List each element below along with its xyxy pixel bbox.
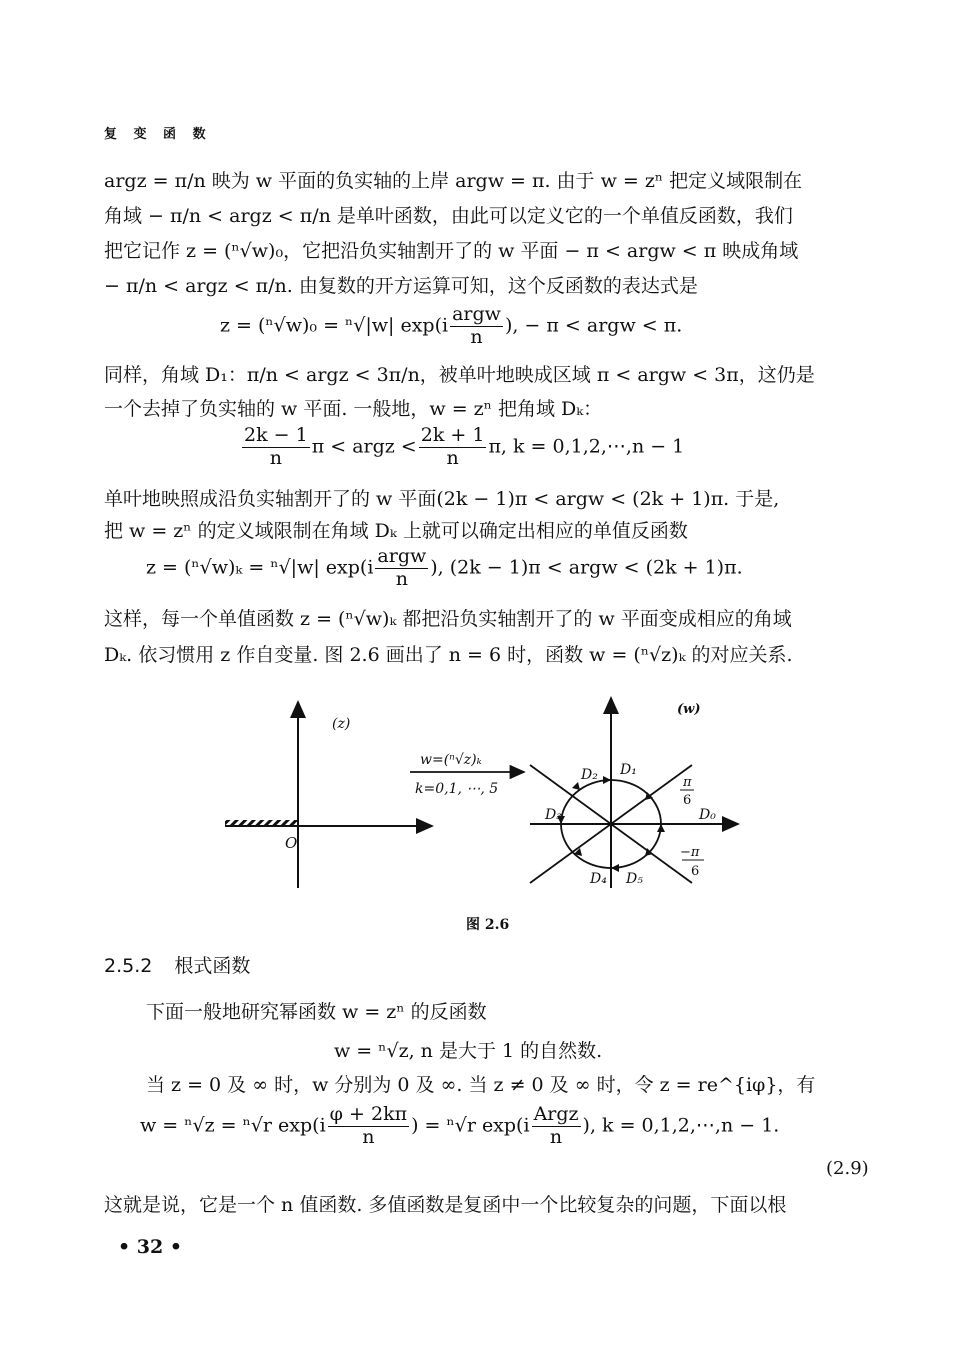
equation: w = ⁿ√z, n 是大于 1 的自然数.	[334, 1040, 603, 1062]
region-label-d2: D₂	[581, 767, 598, 783]
region-label-d5: D₅	[626, 871, 643, 887]
text-line: 这就是说，它是一个 n 值函数. 多值函数是复函中一个比较复杂的问题，下面以根	[104, 1194, 787, 1216]
angle-bot-num: −π	[680, 845, 700, 860]
text-line: 同样，角域 D₁：π/n < argz < 3π/n，被单叶地映成区域 π < argw < 3π，这仍是	[104, 364, 815, 386]
text-line: 一个去掉了负实轴的 w 平面. 一般地，w = zⁿ 把角域 Dₖ：	[104, 398, 603, 420]
equation: w = ⁿ√z = ⁿ√r exp(i $\frac{\varphi + 2k\pi}{n}$ ) = ⁿ√r exp(i $\frac{\text{Argz}}{n}$ ), k = 0,1,2,⋯,n − 1.	[140, 1103, 780, 1148]
text-line: 下面一般地研究幂函数 w = zⁿ 的反函数	[146, 1001, 487, 1023]
text-line: argz = π/n 映为 w 平面的负实轴的上岸 argw = π. 由于 w = zⁿ 把定义域限制在	[104, 170, 803, 192]
region-label-d0: D₀	[699, 807, 716, 823]
text-line: 角域 − π/n < argz < π/n 是单叶函数，由此可以定义它的一个单值反函数，我们	[104, 205, 793, 227]
text-line: − π/n < argz < π/n. 由复数的开方运算可知，这个反函数的表达式是	[104, 275, 698, 297]
region-label-d3: D₃	[545, 807, 562, 823]
figure-2-6	[0, 690, 980, 940]
text-line: 单叶地映照成沿负实轴割开了的 w 平面(2k − 1)π < argw < (2k + 1)π. 于是,	[104, 488, 780, 510]
section-heading: 2.5.2 根式函数	[104, 955, 251, 977]
angle-top-num: π	[683, 775, 692, 790]
mapping-label: w=(ⁿ√z)ₖ	[420, 752, 482, 768]
text-line: 这样，每一个单值函数 z = (ⁿ√w)ₖ 都把沿负实轴割开了的 w 平面变成相应的角域	[104, 608, 792, 630]
z-plane-label: (z)	[332, 716, 351, 732]
region-label-d1: D₁	[620, 762, 637, 778]
text-line: 当 z = 0 及 ∞ 时，w 分别为 0 及 ∞. 当 z ≠ 0 及 ∞ 时，令 z = re^{iφ}，有	[146, 1074, 816, 1096]
text-line: 把它记作 z = (ⁿ√w)₀，它把沿负实轴割开了的 w 平面 − π < argw < π 映成角域	[104, 240, 799, 262]
page-number: • 32 •	[118, 1236, 182, 1258]
running-title: 复 变 函 数	[104, 127, 212, 142]
equation: z = (ⁿ√w)ₖ = ⁿ√|w| exp(i $\frac{\text{argw}}{n}$ ), (2k − 1)π < argw < (2k + 1)π.	[146, 545, 743, 590]
origin-label: O	[285, 834, 298, 852]
w-plane-label: (w)	[677, 702, 701, 717]
angle-bot-den: 6	[691, 864, 700, 879]
text-line: Dₖ. 依习惯用 z 作自变量. 图 2.6 画出了 n = 6 时，函数 w = (ⁿ√z)ₖ 的对应关系.	[104, 644, 793, 666]
k-range-label: k=0,1, ⋯, 5	[415, 781, 499, 797]
equation-number: (2.9)	[826, 1158, 869, 1179]
angle-top-den: 6	[683, 793, 692, 808]
equation: $\frac{2k - 1}{n}$ π < argz < $\frac{2k + 1}{n}$ π, k = 0,1,2,⋯,n − 1	[244, 424, 685, 469]
region-label-d4: D₄	[590, 871, 607, 887]
figure-caption: 图 2.6	[466, 917, 510, 933]
equation: z = (ⁿ√w)₀ = ⁿ√|w| exp(i $\frac{\text{argw}}{n}$ ), − π < argw < π.	[220, 303, 683, 348]
text-line: 把 w = zⁿ 的定义域限制在角域 Dₖ 上就可以确定出相应的单值反函数	[104, 520, 688, 542]
branch-cut-hatch	[225, 820, 298, 827]
